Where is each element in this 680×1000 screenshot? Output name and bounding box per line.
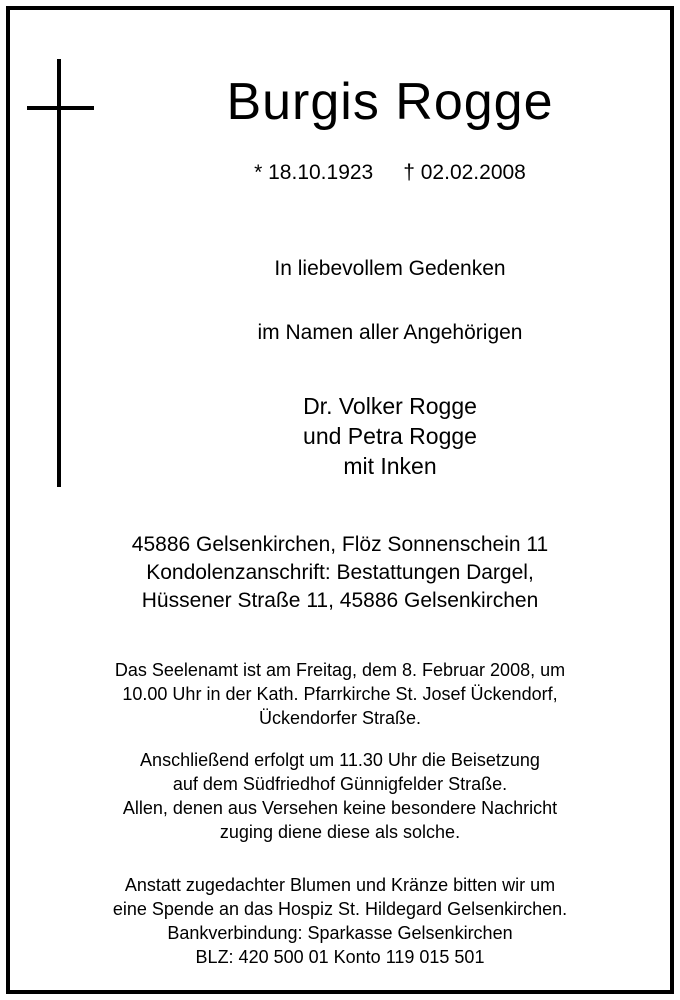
memory-line: In liebevollem Gedenken bbox=[274, 257, 506, 280]
donation-line: Bankverbindung: Sparkasse Gelsenkirchen bbox=[167, 923, 513, 943]
cross-icon-horizontal bbox=[27, 106, 94, 110]
cross-icon-vertical bbox=[57, 59, 61, 487]
relatives-line: im Namen aller Angehörigen bbox=[257, 321, 523, 344]
donation-line: Anstatt zugedachter Blumen und Kränze bitten wir um bbox=[124, 875, 556, 895]
service-line: 10.00 Uhr in der Kath. Pfarrkirche St. Josef Ückendorf, bbox=[122, 684, 558, 704]
life-dates bbox=[100, 160, 680, 186]
notice-border bbox=[6, 6, 674, 994]
burial-line: auf dem Südfriedhof Günnigfelder Straße. bbox=[172, 774, 508, 794]
deceased-name: Burgis Rogge bbox=[226, 73, 554, 131]
address-line: Kondolenzanschrift: Bestattungen Dargel, bbox=[146, 561, 534, 584]
signer-line: Dr. Volker Rogge bbox=[303, 393, 477, 419]
address-line: Hüssener Straße 11, 45886 Gelsenkirchen bbox=[141, 589, 539, 612]
death-date: † 02.02.2008 bbox=[403, 161, 526, 184]
burial-line: Anschließend erfolgt um 11.30 Uhr die Beisetzung bbox=[140, 750, 540, 770]
service-line: Das Seelenamt ist am Freitag, dem 8. Februar 2008, um bbox=[114, 660, 566, 680]
burial-line: Allen, denen aus Versehen keine besondere Nachricht bbox=[122, 798, 558, 818]
burial-line: zuging diene diese als solche. bbox=[219, 822, 461, 842]
address-line: 45886 Gelsenkirchen, Flöz Sonnenschein 11 bbox=[131, 533, 549, 556]
signer-line: mit Inken bbox=[343, 453, 437, 479]
donation-line: BLZ: 420 500 01 Konto 119 015 501 bbox=[195, 947, 485, 967]
service-line: Ückendorfer Straße. bbox=[258, 708, 422, 728]
signer-line: und Petra Rogge bbox=[303, 423, 477, 449]
donation-line: eine Spende an das Hospiz St. Hildegard Gelsenkirchen. bbox=[112, 899, 568, 919]
birth-date: * 18.10.1923 bbox=[254, 161, 374, 184]
